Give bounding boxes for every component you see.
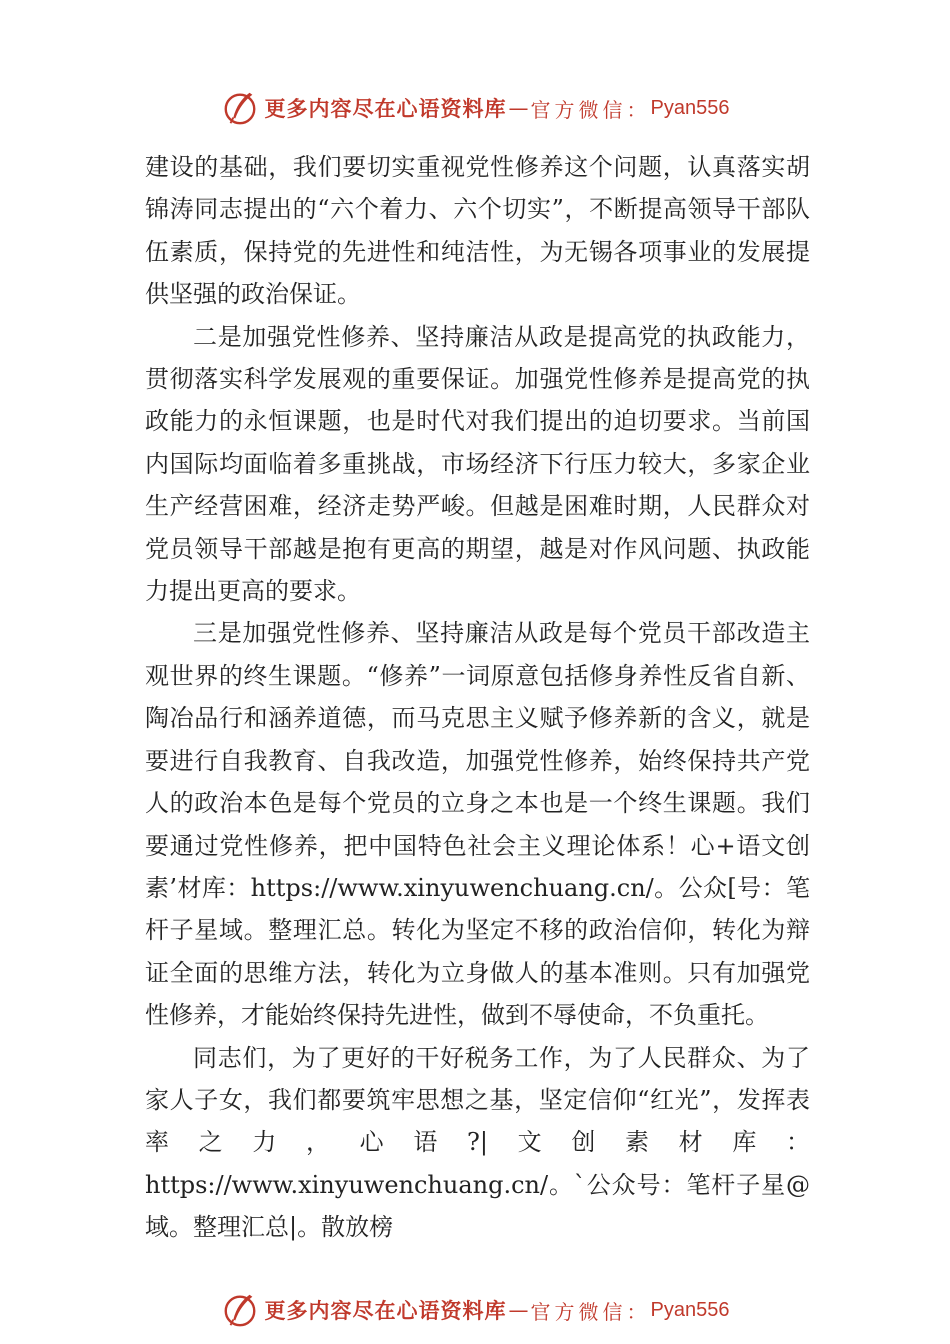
header-subtitle: 官方微信： — [530, 97, 651, 122]
document-body — [145, 146, 810, 1249]
header-dash: — — [508, 96, 529, 120]
paragraph-2: 二是加强党性修养、坚持廉洁从政是提高党的执政能力，贯彻落实科学发展观的重要保证。加强党性修养是提高党的执政能力的永恒课题，也是时代对我们提出的迫切要求。当前国内国际均面临着多重挑战，市场经济下行压力较大，多家企业生产经营困难，经济走势严峻。但越是困难时期，人民群众对党员领导干部越是抱有更高的期望，越是对作风问题、执政能力提出更高的要求。 — [145, 322, 810, 606]
paragraph-3: 三是加强党性修养、坚持廉洁从政是每个党员干部改造主观世界的终生课题。“修养”一词原意包括修身养性反省自新、陶冶品行和涵养道德，而马克思主义赋予修养新的含义，就是要进行自我教育、自我改造，加强党性修养，始终保持共产党人的政治本色是每个党员的立身之本也是一个终生课题。我们要通过党性修养，把中国特色社会主义理论体系！心+语文创素’材库：https://www.xinyuwenchuang.cn/。公众[号：笔杆子星域。整理汇总。转化为坚定不移的政治信仰，转化为辩证全面的思维方法，转化为立身做人的基本准则。只有加强党性修养，才能始终保持先进性，做到不辱使命，不负重托。 — [145, 619, 810, 1030]
quill-pen-logo-icon — [221, 89, 259, 127]
footer-title: 更多内容尽在心语资料库 — [264, 1298, 507, 1323]
header-title: 更多内容尽在心语资料库 — [264, 96, 507, 121]
paragraph-4: 同志们，为了更好的干好税务工作，为了人民群众、为了家人子女，我们都要筑牢思想之基，坚定信仰“红光”，发挥表率之力，心语?|文创素材库：https://www.xinyuwenchuang.cn/。`公众号：笔杆子星@域。整理汇总|。散放榜 — [145, 1043, 810, 1242]
header-banner — [0, 86, 950, 130]
header-wechat-id: Pyan556 — [650, 96, 730, 119]
footer-banner — [0, 1288, 950, 1332]
paragraph-1: 建设的基础，我们要切实重视党性修养这个问题，认真落实胡锦涛同志提出的“六个着力、六个切实”，不断提高领导干部队伍素质，保持党的先进性和纯洁性，为无锡各项事业的发展提供坚强的政治保证。 — [145, 153, 810, 309]
footer-wechat-id: Pyan556 — [650, 1298, 730, 1321]
quill-pen-logo-icon — [221, 1291, 259, 1329]
footer-subtitle: 官方微信： — [530, 1299, 651, 1324]
footer-dash: — — [508, 1298, 529, 1322]
